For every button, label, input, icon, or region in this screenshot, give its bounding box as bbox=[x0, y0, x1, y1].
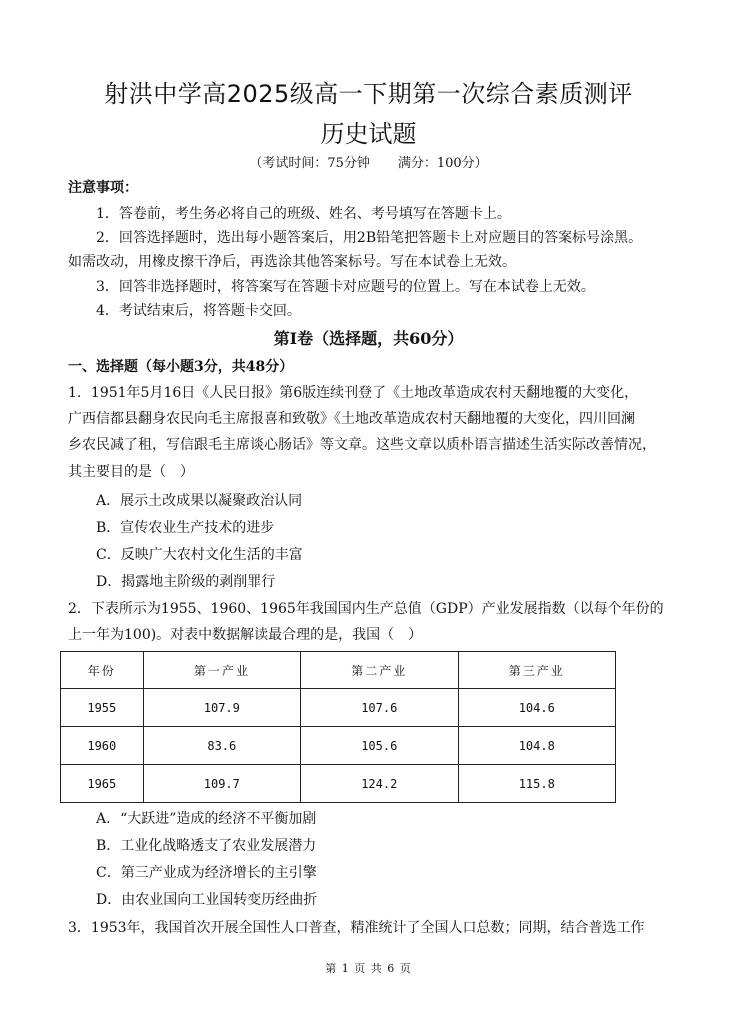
q2-option-d: D．由农业国向工业国转变历经曲折 bbox=[96, 892, 318, 908]
table-cell: 104.8 bbox=[458, 727, 616, 765]
q1-line-3: 乡农民减了租，写信跟毛主席谈心肠话》等文章。这些文章以质朴语言描述生活实际改善情况， bbox=[68, 437, 656, 453]
table-cell: 124.2 bbox=[301, 765, 458, 803]
table-cell: 107.6 bbox=[301, 689, 458, 727]
table-row bbox=[61, 689, 616, 727]
section-title: 第Ⅰ卷（选择题，共60分） bbox=[273, 329, 464, 348]
q2-line-2: 上一年为100)。对表中数据解读最合理的是，我国（ ） bbox=[68, 627, 423, 643]
gdp-index-table bbox=[60, 651, 616, 803]
table-header-row bbox=[61, 652, 616, 689]
q2-option-b: B．工业化战略透支了农业发展潜力 bbox=[96, 838, 317, 854]
exam-time: （考试时间：75分钟 bbox=[249, 156, 370, 171]
notice-item-3: 3．回答非选择题时，将答案写在答题卡对应题号的位置上。写在本试卷上无效。 bbox=[96, 279, 595, 295]
table-header-cell: 第三产业 bbox=[458, 652, 616, 689]
subject-title: 历史试题 bbox=[320, 120, 417, 148]
table-cell: 83.6 bbox=[143, 727, 300, 765]
q1-line-1: 1．1951年5月16日《人民日报》第6版连续刊登了《土地改革造成农村天翻地覆的大变化， bbox=[68, 385, 639, 401]
q1-line-2: 广西信都县翻身农民向毛主席报喜和致敬》《土地改革造成农村天翻地覆的大变化，四川回澜 bbox=[68, 411, 635, 427]
q1-line-4: 其主要目的是（ ） bbox=[68, 464, 194, 480]
notice-item-2: 2．回答选择题时，选出每小题答案后，用2B铅笔把答题卡上对应题目的答案标号涂黑。 bbox=[96, 230, 643, 246]
part-title: 一、选择题（每小题3分，共48分） bbox=[68, 359, 294, 375]
q1-option-a: A．展示土改成果以凝聚政治认同 bbox=[96, 493, 303, 509]
notice-item-2-cont: 如需改动，用橡皮擦干净后，再选涂其他答案标号。写在本试卷上无效。 bbox=[68, 254, 516, 270]
q2-option-a: A．“大跃进”造成的经济不平衡加剧 bbox=[96, 811, 317, 827]
notice-heading: 注意事项： bbox=[68, 180, 138, 196]
q3-line-1: 3．1953年，我国首次开展全国性人口普查，精准统计了全国人口总数；同期，结合普选工作 bbox=[68, 920, 645, 936]
notice-item-4: 4．考试结束后，将答题卡交回。 bbox=[96, 303, 301, 319]
q2-option-c: C．第三产业成为经济增长的主引擎 bbox=[96, 865, 317, 881]
table-header-cell: 第二产业 bbox=[301, 652, 458, 689]
table-cell: 1965 bbox=[61, 765, 144, 803]
page-number: 第 1 页 共 6 页 bbox=[325, 962, 412, 975]
exam-title: 射洪中学高2025级高一下期第一次综合素质测评 bbox=[104, 80, 633, 108]
exam-info bbox=[0, 152, 737, 171]
table-cell: 115.8 bbox=[458, 765, 616, 803]
table-header-cell: 年份 bbox=[61, 652, 144, 689]
table-header-cell: 第一产业 bbox=[143, 652, 300, 689]
q1-option-b: B．宣传农业生产技术的进步 bbox=[96, 520, 275, 536]
notice-item-1: 1．答卷前，考生务必将自己的班级、姓名、考号填写在答题卡上。 bbox=[96, 206, 511, 222]
q2-line-1: 2．下表所示为1955、1960、1965年我国国内生产总值（GDP）产业发展指数（以每个年份的 bbox=[68, 601, 664, 617]
q1-option-c: C．反映广大农村文化生活的丰富 bbox=[96, 547, 303, 563]
table-cell: 104.6 bbox=[458, 689, 616, 727]
table-cell: 105.6 bbox=[301, 727, 458, 765]
table-row bbox=[61, 765, 616, 803]
table-cell: 1960 bbox=[61, 727, 144, 765]
table-cell: 1955 bbox=[61, 689, 144, 727]
full-score: 满分：100分） bbox=[397, 156, 488, 171]
table-cell: 109.7 bbox=[143, 765, 300, 803]
q1-option-d: D．揭露地主阶级的剥削罪行 bbox=[96, 574, 276, 590]
table-row bbox=[61, 727, 616, 765]
table-cell: 107.9 bbox=[143, 689, 300, 727]
